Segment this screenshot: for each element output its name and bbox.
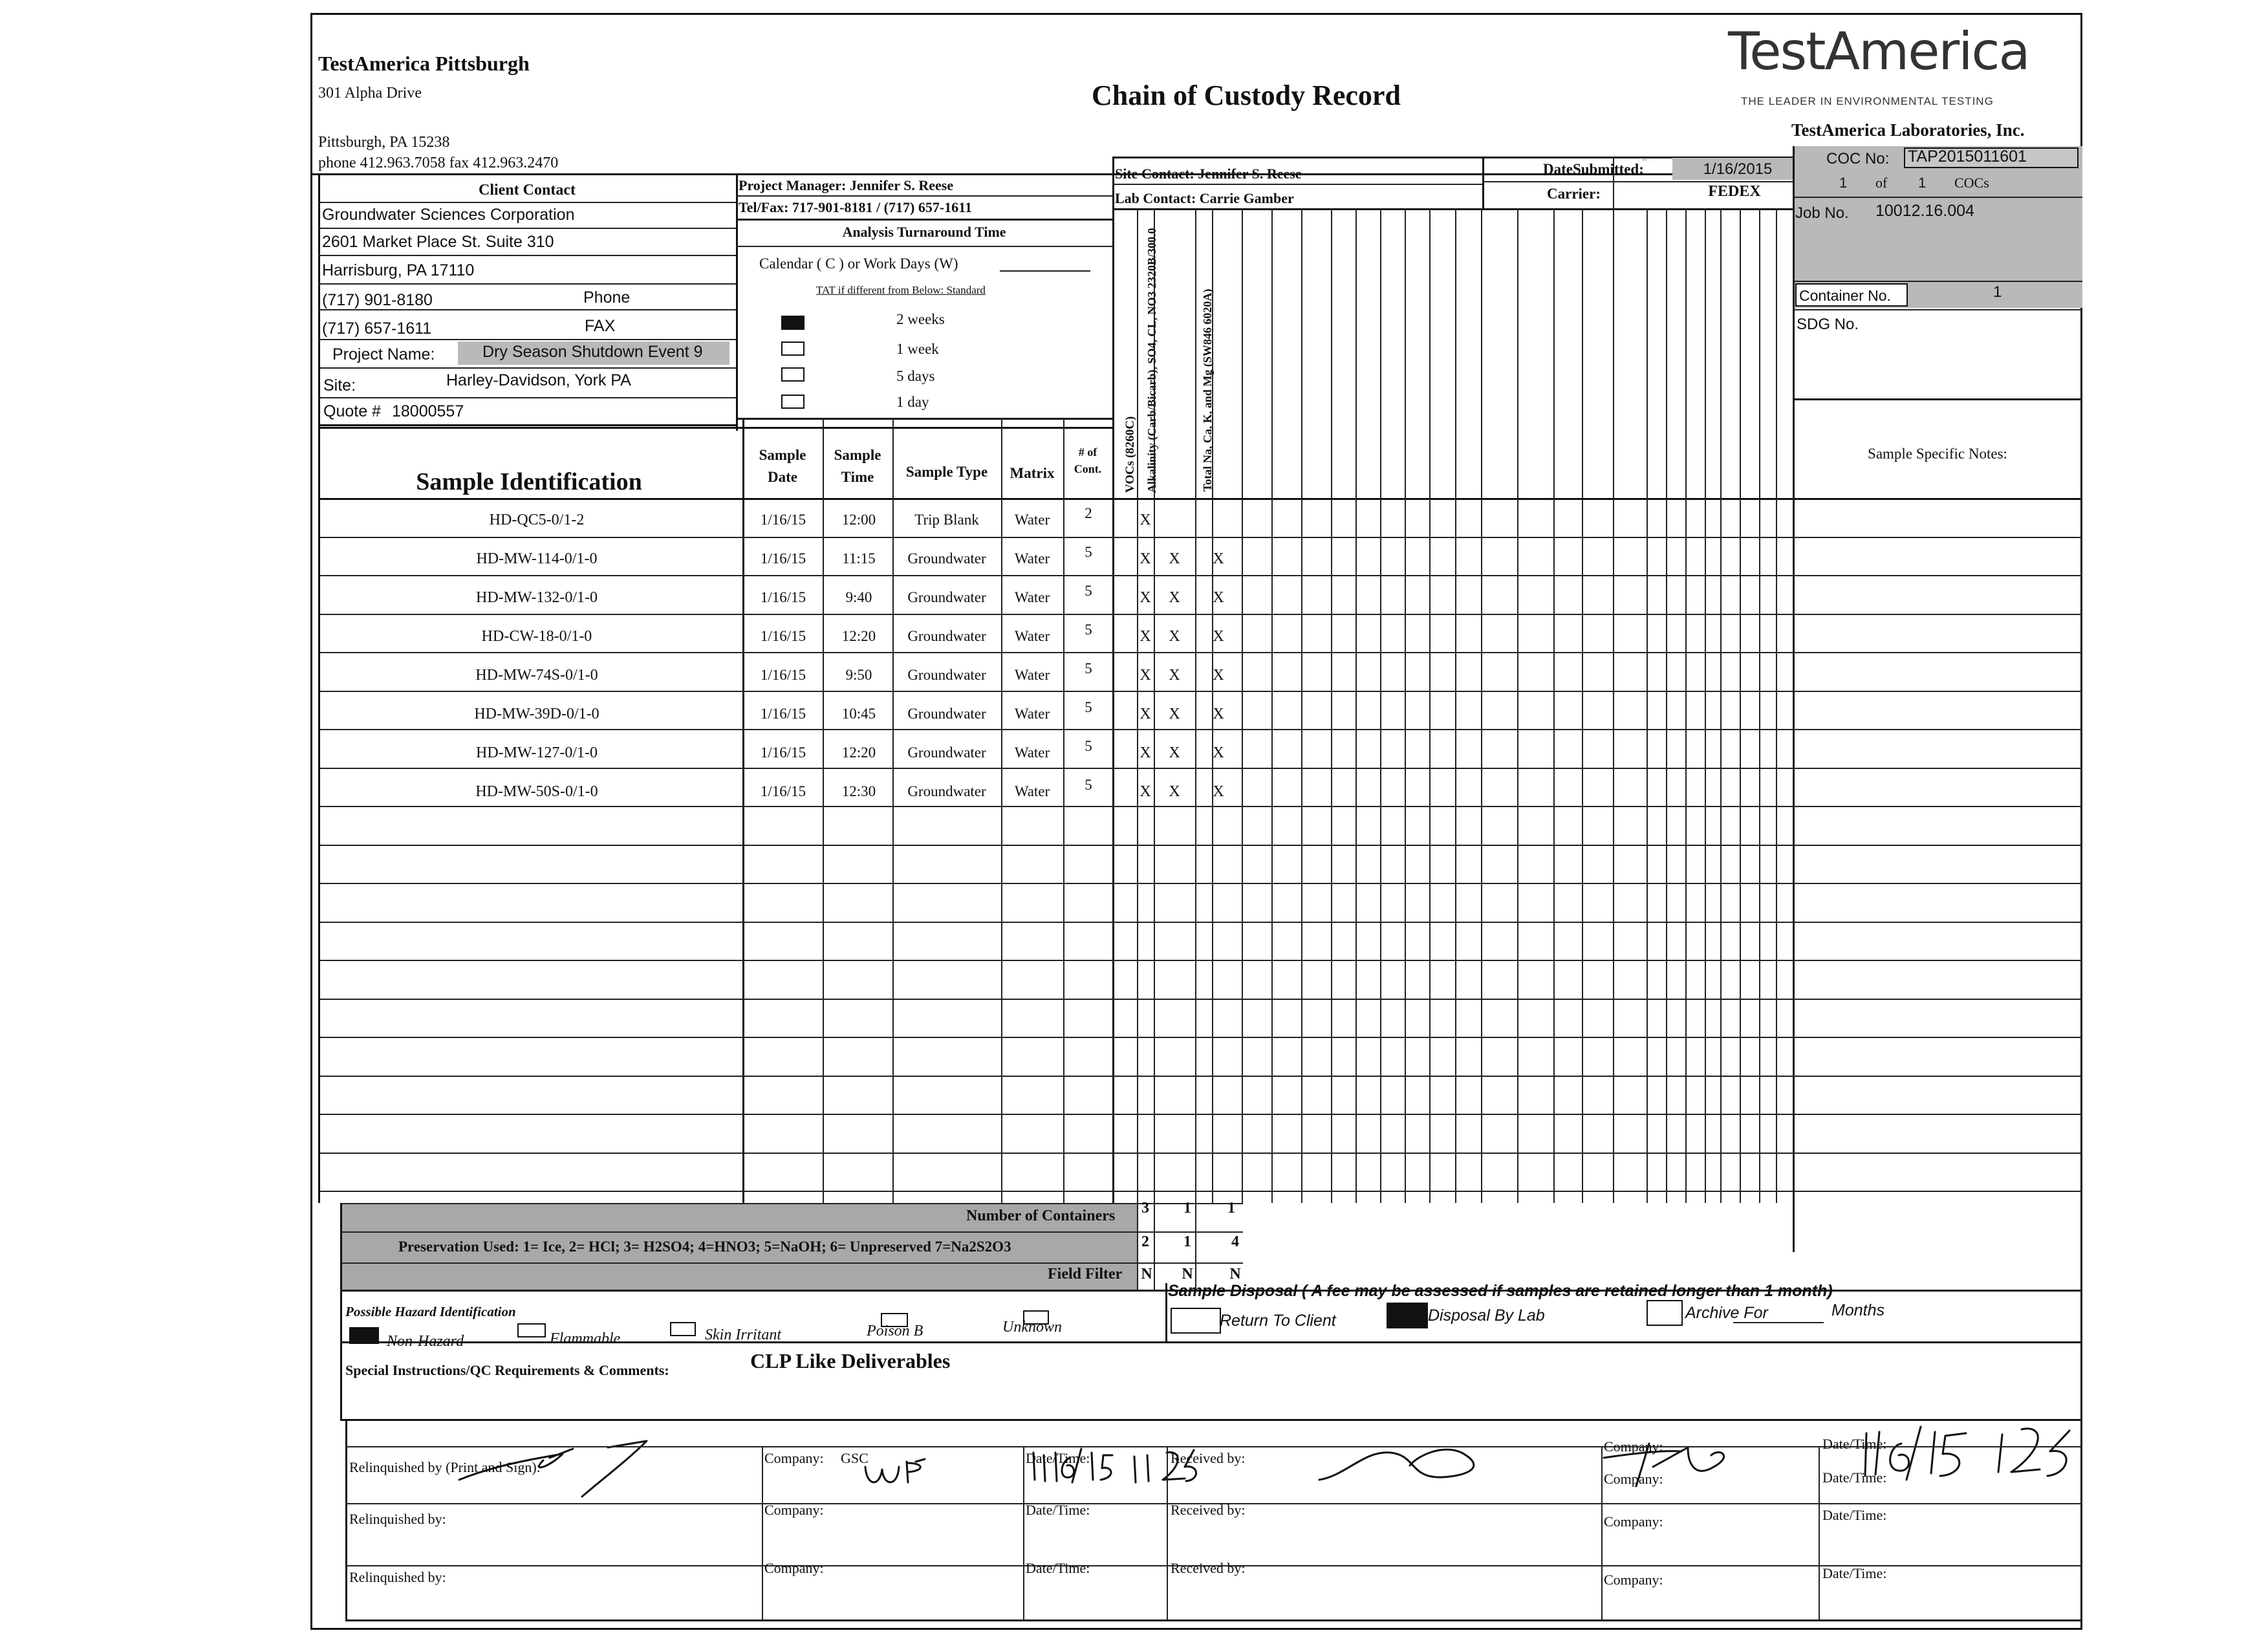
tat-header: Analysis Turnaround Time (842, 224, 1006, 240)
project-name-label: Project Name: (332, 345, 435, 363)
time-header-1: Sample (834, 447, 881, 463)
project-manager: Project Manager: Jennifer S. Reese (739, 177, 954, 193)
relinquish-col-3 (1167, 1446, 1168, 1621)
preservation-2: 1 (1183, 1233, 1191, 1250)
hazard-skin-label: Skin Irritant (705, 1326, 781, 1343)
sample-type: Groundwater (907, 783, 986, 799)
table-row-rule-18 (318, 1191, 2082, 1192)
sample-analysis-alkalinity: X (1169, 706, 1180, 722)
sample-analysis-alkalinity: X (1169, 589, 1180, 606)
table-row-rule-11 (318, 922, 2082, 923)
instructions-value: CLP Like Deliverables (750, 1349, 951, 1372)
sample-time: 12:20 (841, 744, 876, 761)
sample-matrix: Water (1014, 667, 1050, 683)
instructions-label: Special Instructions/QC Requirements & Comments: (345, 1362, 669, 1378)
received-datetime-handwriting (1856, 1420, 2089, 1485)
sample-analysis-vocs: X (1139, 667, 1151, 684)
sample-date: 1/16/15 (760, 550, 806, 567)
disposal-title: Sample Disposal ( A fee may be assessed if samples are retained longer than 1 month) (1168, 1282, 1833, 1300)
carrier-divider (1613, 158, 1614, 208)
client-phone-label: Phone (583, 288, 631, 307)
preservation-3: 4 (1231, 1233, 1239, 1250)
job-value: 10012.16.004 (1875, 202, 1974, 220)
hazard-poison-label: Poison B (867, 1323, 923, 1339)
sdg-rule (1793, 309, 2082, 310)
date-header-2: Date (768, 469, 797, 485)
sample-analysis-metals: X (1213, 706, 1224, 722)
sample-id: HD-CW-18-0/1-0 (481, 628, 592, 645)
sample-type: Groundwater (907, 628, 986, 644)
table-row-rule-12 (318, 960, 2082, 961)
sample-containers: 5 (1085, 699, 1092, 715)
received-by-label: Received by: (1171, 1502, 1246, 1518)
date-header-1: Sample (759, 447, 806, 463)
container-rule (1793, 281, 2082, 282)
container-value: 1 (1993, 283, 2002, 301)
sample-containers: 5 (1085, 544, 1092, 560)
hazard-bottom-rule (340, 1341, 2082, 1343)
site-contact: Site Contact: Jennifer S. Reese (1115, 166, 1302, 182)
pm-rule-2 (736, 219, 1112, 221)
client-rule-4 (318, 283, 736, 285)
sample-containers: 5 (1085, 738, 1092, 754)
table-row-rule-10 (318, 883, 2082, 884)
coc-label: COC No: (1826, 150, 1890, 168)
sdg-label: SDG No. (1797, 316, 1859, 333)
sample-matrix: Water (1014, 744, 1050, 761)
sample-matrix: Water (1014, 550, 1050, 567)
client-rule-7 (318, 367, 736, 369)
sample-containers: 2 (1085, 505, 1092, 521)
sample-analysis-metals: X (1213, 783, 1224, 800)
received-company-label: Company: (1604, 1438, 1663, 1455)
table-row-rule-17 (318, 1153, 2082, 1154)
sample-matrix: Water (1014, 706, 1050, 722)
summary-rule-3 (340, 1262, 1243, 1264)
header-grid-shade-right (1643, 159, 1647, 160)
sdg-bottom-rule (1793, 398, 2082, 400)
job-rule (1793, 197, 2082, 198)
sample-id: HD-QC5-0/1-2 (489, 512, 585, 528)
client-rule-8 (318, 397, 736, 398)
date-submitted-label: DateSubmitted: (1543, 161, 1644, 177)
tat-5days-checkbox[interactable] (781, 367, 805, 382)
lab-company: TestAmerica Laboratories, Inc. (1791, 120, 2025, 140)
hazard-title: Possible Hazard Identification (345, 1304, 516, 1319)
table-row-rule-14 (318, 1037, 2082, 1038)
tat-2weeks-label: 2 weeks (896, 311, 945, 327)
calendar-work-days: Calendar ( C ) or Work Days (W) (759, 255, 958, 272)
table-inner-left-edge (340, 1203, 342, 1419)
table-row-rule-16 (318, 1114, 2082, 1115)
coc-count-total: 1 (1918, 175, 1927, 191)
sample-id: HD-MW-127-0/1-0 (476, 744, 598, 761)
sample-id-header: Sample Identification (416, 468, 642, 495)
tat-1week-label: 1 week (896, 341, 939, 357)
sample-time: 12:00 (841, 512, 876, 528)
quote-label: Quote # (323, 402, 381, 420)
client-street: 2601 Market Place St. Suite 310 (322, 233, 554, 251)
hazard-flammable-label: Flammable (550, 1330, 621, 1347)
disposal-archive-blank (1733, 1322, 1824, 1323)
sample-time: 12:30 (841, 783, 876, 799)
cont-header-1: # of (1078, 446, 1097, 459)
sample-date: 1/16/15 (760, 706, 806, 722)
sample-analysis-alkalinity: X (1169, 550, 1180, 567)
lab-address-2: Pittsburgh, PA 15238 (318, 134, 450, 151)
client-phone: (717) 901-8180 (322, 291, 433, 309)
received-date-label: Date/Time: (1822, 1565, 1887, 1581)
num-containers-1: 3 (1141, 1200, 1149, 1217)
num-containers-2: 1 (1183, 1200, 1191, 1217)
num-containers-3: 1 (1227, 1200, 1235, 1217)
carrier-rule (1482, 181, 1803, 182)
cont-header-2: Cont. (1074, 462, 1102, 475)
sample-id: HD-MW-74S-0/1-0 (475, 667, 598, 684)
sample-analysis-metals: X (1213, 744, 1224, 761)
tat-bottom-rule (736, 418, 1112, 420)
field-filter-2: N (1182, 1266, 1193, 1283)
disposal-months-label: Months (1831, 1301, 1885, 1319)
sample-date: 1/16/15 (760, 512, 806, 528)
analysis-header-vocs: VOCs (8260C) (1123, 416, 1137, 493)
carrier-value: FEDEX (1708, 183, 1761, 200)
disposal-bylab-label: Disposal By Lab (1428, 1306, 1545, 1325)
tat-1day-checkbox[interactable] (781, 395, 805, 409)
client-contact-header: Client Contact (479, 182, 576, 199)
relinquish-company-value: GSC (841, 1450, 869, 1466)
relinquish-bottom-rule (345, 1619, 2082, 1621)
pm-rule-3 (736, 246, 1112, 247)
tat-note: TAT if different from Below: Standard (816, 284, 986, 296)
relinquish-company-label: Company: (764, 1502, 824, 1518)
sample-id: HD-MW-114-0/1-0 (476, 550, 598, 567)
relinquish-date-label: Date/Time: (1026, 1502, 1090, 1518)
client-rule-1 (318, 202, 736, 203)
pm-rule-1 (736, 195, 1112, 197)
tat-2weeks-checkbox[interactable] (781, 316, 805, 330)
coc-count-n: 1 (1839, 175, 1848, 191)
relinquish-date-label: Date/Time: (1026, 1450, 1090, 1466)
field-filter-1: N (1141, 1266, 1152, 1283)
client-rule-9 (318, 424, 736, 426)
sample-type: Groundwater (907, 744, 986, 761)
disposal-left (1165, 1283, 1167, 1341)
sample-analysis-vocs: X (1139, 783, 1151, 800)
client-rule-3 (318, 255, 736, 256)
hazard-flammable-checkbox[interactable] (517, 1323, 546, 1337)
field-filter-3: N (1229, 1266, 1241, 1283)
coc-count-suffix: COCs (1954, 175, 1989, 191)
matrix-header: Matrix (1010, 465, 1055, 481)
sample-analysis-vocs: X (1139, 744, 1151, 761)
received-by-label: Received by: (1171, 1450, 1246, 1466)
sample-containers: 5 (1085, 583, 1092, 599)
client-rule-5 (318, 309, 736, 310)
sample-type: Groundwater (907, 589, 986, 605)
sample-analysis-metals: X (1213, 589, 1224, 606)
relinquished-by-label: Relinquished by: (349, 1511, 446, 1527)
sample-analysis-alkalinity: X (1169, 744, 1180, 761)
sample-type: Groundwater (907, 550, 986, 567)
sample-analysis-metals: X (1213, 628, 1224, 645)
sample-containers: 5 (1085, 777, 1092, 793)
sample-date: 1/16/15 (760, 783, 806, 799)
disposal-return-label: Return To Client (1220, 1312, 1336, 1330)
tat-1day-label: 1 day (896, 394, 929, 410)
relinquished-by-label: Relinquished by (Print and Sign): (349, 1459, 541, 1475)
project-name-value: Dry Season Shutdown Event 9 (482, 343, 703, 361)
relinquish-col-5 (1819, 1446, 1820, 1621)
sample-id: HD-MW-132-0/1-0 (476, 589, 598, 606)
lab-contact: Lab Contact: Carrie Gamber (1115, 190, 1294, 206)
contact-rule (1112, 184, 1482, 185)
num-containers-label: Number of Containers (966, 1207, 1116, 1224)
summary-rule-2 (340, 1231, 1243, 1233)
relinquish-col-4 (1601, 1446, 1603, 1621)
client-rule-2 (318, 228, 736, 229)
disposal-bylab-checkbox[interactable] (1387, 1303, 1428, 1328)
sample-containers: 5 (1085, 660, 1092, 677)
container-label: Container No. (1799, 287, 1891, 304)
analysis-header-alkalinity: Alkalinity (Carb/Bicarb), SO4, CL, NO3 2320B/300.0 (1145, 228, 1158, 493)
client-fax: (717) 657-1611 (322, 319, 432, 338)
site-label: Site: (323, 376, 356, 395)
logo-wordmark: TestAmerica (1728, 21, 2029, 81)
client-block-right (736, 173, 738, 431)
received-date-label: Date/Time: (1822, 1507, 1887, 1523)
disposal-return-checkbox[interactable] (1171, 1308, 1221, 1334)
date-submitted-value: 1/16/2015 (1703, 160, 1773, 178)
contact-bottom-rule (1112, 208, 1803, 210)
contact-right (1482, 157, 1484, 208)
hazard-unknown-label: Unknown (1002, 1319, 1062, 1336)
instructions-bottom-rule (340, 1419, 2082, 1421)
sample-id: HD-MW-50S-0/1-0 (475, 783, 598, 800)
preservation-label: Preservation Used: 1= Ice, 2= HCl; 3= H2SO4; 4=HNO3; 5=NaOH; 6= Unpreserved 7=Na2S2O3 (398, 1239, 1011, 1255)
sample-analysis-metals: X (1213, 667, 1224, 684)
carrier-label: Carrier: (1547, 186, 1601, 202)
client-fax-label: FAX (585, 317, 616, 335)
sample-analysis-metals: X (1213, 550, 1224, 567)
sample-type: Groundwater (907, 667, 986, 683)
sample-type: Groundwater (907, 706, 986, 722)
sample-analysis-vocs: X (1139, 589, 1151, 606)
lab-name: TestAmerica Pittsburgh (318, 52, 530, 75)
sample-analysis-vocs: X (1139, 550, 1151, 567)
sample-date: 1/16/15 (760, 628, 806, 644)
tat-5days-label: 5 days (896, 368, 935, 384)
preservation-1: 2 (1141, 1233, 1149, 1250)
received-date-label: Date/Time: (1822, 1436, 1887, 1452)
sample-matrix: Water (1014, 512, 1050, 528)
received-date-label-2: Date/Time: (1822, 1469, 1887, 1486)
hazard-nonhazard-label: Non-Hazard (387, 1333, 464, 1350)
tat-1week-checkbox[interactable] (781, 341, 805, 356)
sample-time: 9:50 (845, 667, 872, 683)
received-by-label: Received by: (1171, 1560, 1246, 1576)
sample-matrix: Water (1014, 628, 1050, 644)
analysis-header-metals: Total Na, Ca, K, and Mg (SW846 6020A) (1201, 288, 1214, 492)
sample-matrix: Water (1014, 783, 1050, 799)
table-row-rule-13 (318, 999, 2082, 1000)
sample-analysis-vocs: X (1139, 628, 1151, 645)
sample-analysis-vocs: X (1139, 512, 1151, 528)
sample-time: 9:40 (845, 589, 872, 605)
table-row-rule-9 (318, 845, 2082, 846)
client-rule-6 (318, 339, 736, 340)
client-city: Harrisburg, PA 17110 (322, 261, 475, 279)
page-title: Chain of Custody Record (1092, 80, 1401, 111)
sample-notes-label: Sample Specific Notes: (1868, 446, 2007, 462)
logo-tagline: THE LEADER IN ENVIRONMENTAL TESTING (1741, 95, 1994, 107)
time-header-2: Time (841, 469, 874, 485)
relinquished-initials (860, 1454, 931, 1493)
testamerica-logo (1728, 21, 2029, 110)
sample-id: HD-MW-39D-0/1-0 (474, 706, 599, 722)
calendar-blank (1000, 270, 1090, 272)
received-company-label-2: Company: (1604, 1471, 1663, 1487)
site-value: Harley-Davidson, York PA (446, 371, 631, 389)
relinquish-company-label: Company: (764, 1560, 824, 1576)
table-row-rule-15 (318, 1076, 2082, 1077)
lab-phone-fax: phone 412.963.7058 fax 412.963.2470 (318, 155, 559, 171)
sample-date: 1/16/15 (760, 744, 806, 761)
sample-containers: 5 (1085, 622, 1092, 638)
relinquish-left-edge (345, 1419, 347, 1621)
sample-time: 10:45 (841, 706, 876, 722)
relinquish-date-label: Date/Time: (1026, 1560, 1090, 1576)
sample-date: 1/16/15 (760, 667, 806, 683)
sample-analysis-alkalinity: X (1169, 667, 1180, 684)
disposal-archive-checkbox[interactable] (1647, 1300, 1683, 1326)
received-company-label: Company: (1604, 1513, 1663, 1530)
sample-date: 1/16/15 (760, 589, 806, 605)
relinquished-by-label: Relinquished by: (349, 1569, 446, 1585)
quote-value: 18000557 (392, 402, 464, 420)
sample-type: Trip Blank (914, 512, 979, 528)
project-telfax: Tel/Fax: 717-901-8181 / (717) 657-1611 (739, 199, 972, 215)
relinquish-col-1 (762, 1446, 763, 1621)
sample-time: 11:15 (842, 550, 876, 567)
job-label: Job No. (1795, 204, 1849, 222)
client-company: Groundwater Sciences Corporation (322, 206, 575, 224)
coc-count-of: of (1875, 175, 1888, 191)
received-signature (1313, 1437, 1487, 1489)
sample-analysis-vocs: X (1139, 706, 1151, 722)
sample-analysis-alkalinity: X (1169, 783, 1180, 800)
type-header: Sample Type (905, 464, 988, 480)
client-block-left (318, 173, 320, 431)
sample-analysis-alkalinity: X (1169, 628, 1180, 645)
field-filter-label: Field Filter (1048, 1266, 1123, 1283)
received-company-label: Company: (1604, 1572, 1663, 1588)
lab-address-1: 301 Alpha Drive (318, 85, 422, 102)
relinquish-company-label: Company: (764, 1450, 824, 1466)
sample-time: 12:20 (841, 628, 876, 644)
sample-matrix: Water (1014, 589, 1050, 605)
hazard-skin-checkbox[interactable] (670, 1322, 696, 1336)
coc-value: TAP2015011601 (1908, 147, 2027, 166)
disposal-archive-label: Archive For (1685, 1304, 1768, 1322)
header-top-rule (318, 427, 1112, 429)
summary-rule-1 (340, 1203, 1243, 1204)
relinquish-col-2 (1023, 1446, 1024, 1621)
